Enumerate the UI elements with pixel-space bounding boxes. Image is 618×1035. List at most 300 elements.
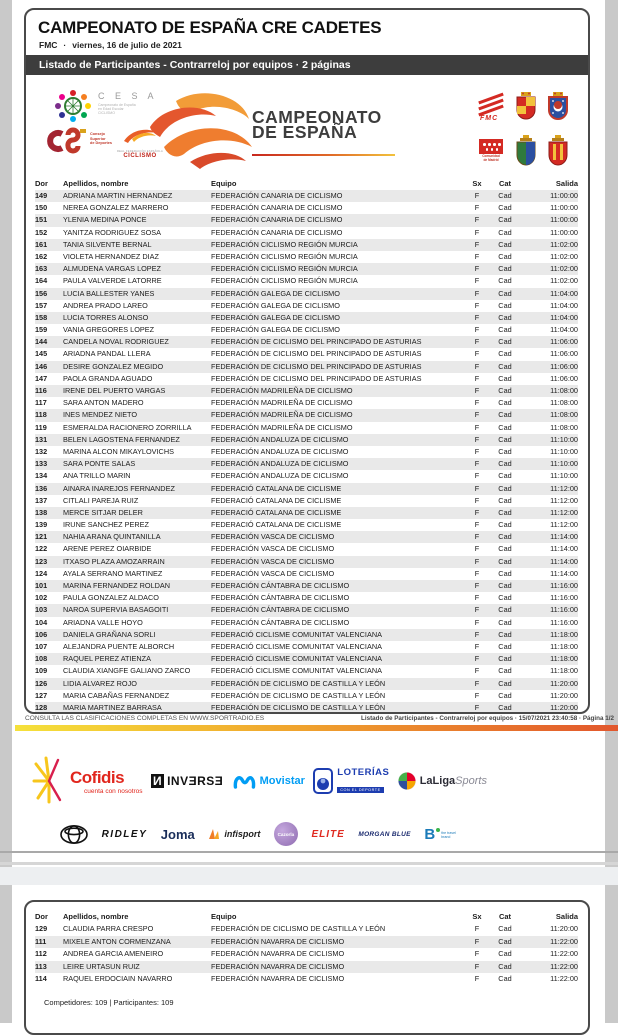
table-row bbox=[35, 300, 578, 312]
col-team: Equipo bbox=[211, 912, 237, 921]
cell-sx: F bbox=[474, 215, 480, 225]
cell-sx: F bbox=[474, 924, 480, 933]
listing-banner: Listado de Participantes - Contrarreloj por equipos · 2 páginas bbox=[26, 55, 588, 75]
table-rows-page1 bbox=[35, 190, 578, 714]
infisport-name: infisport bbox=[224, 829, 261, 839]
cell-sx: F bbox=[474, 325, 480, 335]
loterias-drum-icon bbox=[313, 768, 333, 794]
cell-name: NAHIA ARANA QUINTANILLA bbox=[63, 532, 161, 542]
table-row bbox=[35, 678, 578, 690]
cell-dor: 136 bbox=[35, 483, 48, 493]
cell-cat: Cad bbox=[498, 227, 512, 237]
cell-name: LIDIA ALVAREZ ROJO bbox=[63, 678, 137, 688]
cell-team: FEDERACIÓN NAVARRA DE CICLISMO bbox=[211, 949, 345, 959]
cofidis-tagline: cuenta con nosotros bbox=[84, 787, 143, 795]
cell-sx: F bbox=[474, 949, 480, 959]
cell-salida: 11:10:00 bbox=[550, 446, 578, 456]
col-sx: Sx bbox=[472, 912, 482, 921]
cesa-sub3: CICLISMO bbox=[98, 111, 115, 116]
loterias-name: LOTERÍAS bbox=[337, 766, 390, 778]
cell-sx: F bbox=[474, 702, 480, 712]
participants-table-page2 bbox=[26, 910, 588, 1007]
cell-salida: 11:10:00 bbox=[550, 459, 578, 469]
cell-sx: F bbox=[474, 300, 480, 310]
cell-dor: 151 bbox=[35, 215, 48, 225]
cell-name: MIXELE ANTON CORMENZANA bbox=[63, 936, 171, 946]
cell-team: FEDERACIÓN DE CICLISMO DEL PRINCIPADO DE ASTURIAS bbox=[211, 337, 422, 347]
cell-name: PAULA VALVERDE LATORRE bbox=[63, 276, 162, 286]
cell-name: AINARA INAREJOS FERNANDEZ bbox=[63, 483, 175, 493]
col-sx: Sx bbox=[472, 179, 482, 188]
campeonato-line2: DE ESPAÑA bbox=[252, 121, 358, 142]
table-header bbox=[35, 910, 578, 923]
cell-name: ALEJANDRA PUENTE ALBORCH bbox=[63, 641, 175, 651]
cell-dor: 124 bbox=[35, 568, 48, 578]
cell-sx: F bbox=[474, 532, 480, 542]
cell-dor: 103 bbox=[35, 605, 48, 615]
cell-cat: Cad bbox=[498, 974, 512, 984]
cell-team: FEDERACIÓN CICLISMO REGIÓN MURCIA bbox=[211, 276, 358, 286]
madrid-text-line1: Comunidad bbox=[482, 154, 500, 159]
table-row bbox=[35, 923, 578, 936]
section-gap-band bbox=[0, 867, 618, 885]
cell-salida: 11:02:00 bbox=[550, 264, 578, 274]
cell-name: CANDELA NOVAL RODRIGUEZ bbox=[63, 337, 169, 347]
cell-team: FEDERACIÓN GALEGA DE CICLISMO bbox=[211, 300, 340, 310]
cofidis-wordmark bbox=[70, 768, 143, 795]
sponsor-morgan-blue: MORGAN BLUE bbox=[358, 830, 411, 838]
col-name: Apellidos, nombre bbox=[63, 179, 129, 188]
cell-sx: F bbox=[474, 556, 480, 566]
footer-left-note: CONSULTA LAS CLASIFICACIONES COMPLETAS EN WWW.SPORTRADIO.ES bbox=[25, 715, 265, 722]
cell-name: INES MENDEZ NIETO bbox=[63, 410, 138, 420]
cell-team: FEDERACIÓN NAVARRA DE CICLISMO bbox=[211, 974, 345, 984]
cell-dor: 106 bbox=[35, 629, 48, 639]
cell-sx: F bbox=[474, 312, 480, 322]
cell-team: FEDERACIÓN VASCA DE CICLISMO bbox=[211, 556, 335, 566]
cell-dor: 133 bbox=[35, 459, 48, 469]
cell-salida: 11:18:00 bbox=[550, 666, 578, 676]
table-row bbox=[35, 936, 578, 949]
cell-team: FEDERACIÓN DE CICLISMO DEL PRINCIPADO DE ASTURIAS bbox=[211, 373, 422, 383]
comunidad-madrid-logo bbox=[478, 139, 504, 162]
cell-salida: 11:02:00 bbox=[550, 251, 578, 261]
event-org-date bbox=[39, 40, 588, 50]
table-row bbox=[35, 580, 578, 592]
cell-name: ADRIANA MARTIN HERNANDEZ bbox=[63, 191, 173, 200]
btravel-b-mark: B bbox=[424, 825, 436, 843]
cell-cat: Cad bbox=[498, 459, 512, 469]
cell-team: FEDERACIÓN CANARIA DE CICLISMO bbox=[211, 203, 343, 213]
sponsor-joma: Joma bbox=[160, 826, 195, 842]
cell-name: DANIELA GRAÑANA SORLI bbox=[63, 629, 156, 639]
laliga-suffix: Sports bbox=[455, 775, 487, 787]
sponsor-movistar bbox=[232, 771, 305, 791]
cell-name: LUCIA BALLESTER YANES bbox=[63, 288, 155, 298]
cell-name: VIOLETA HERNANDEZ DIAZ bbox=[63, 251, 159, 261]
sponsor-ridley: RIDLEY bbox=[101, 828, 148, 840]
sponsor-cazorla: Cazorla bbox=[274, 822, 298, 846]
cell-team: FEDERACIÓN NAVARRA DE CICLISMO bbox=[211, 961, 345, 971]
sponsor-row-2 bbox=[60, 816, 456, 852]
cell-sx: F bbox=[474, 422, 480, 432]
rfec-top-text: REAL FEDERACIÓN ESPAÑOLA bbox=[116, 150, 164, 153]
cell-salida: 11:04:00 bbox=[550, 300, 578, 310]
table-row bbox=[35, 409, 578, 421]
section-divider-line-2 bbox=[0, 862, 618, 865]
cell-sx: F bbox=[474, 581, 480, 590]
cell-sx: F bbox=[474, 446, 480, 456]
cell-team: FEDERACIÓN ANDALUZA DE CICLISMO bbox=[211, 434, 349, 444]
table-row bbox=[35, 665, 578, 677]
table-row bbox=[35, 348, 578, 360]
cell-name: CLAUDIA XIANGFE GALIANO ZARCO bbox=[63, 666, 191, 676]
campeonato-underline bbox=[252, 154, 395, 156]
crest-green-blue-icon bbox=[515, 135, 537, 167]
campeonato-line1: CAMPEONATO bbox=[252, 107, 382, 127]
cell-name: CITLALI PAREJA RUIZ bbox=[63, 495, 139, 505]
btravel-tagline-1: the travel bbox=[441, 830, 456, 835]
sponsor-row-1 bbox=[32, 748, 487, 814]
cell-sx: F bbox=[474, 276, 480, 286]
cell-cat: Cad bbox=[498, 191, 512, 200]
results-page-1 bbox=[24, 8, 590, 714]
cell-cat: Cad bbox=[498, 949, 512, 959]
cell-salida: 11:12:00 bbox=[550, 520, 578, 530]
cell-salida: 11:16:00 bbox=[550, 617, 578, 627]
cell-salida: 11:14:00 bbox=[550, 556, 578, 566]
cell-cat: Cad bbox=[498, 961, 512, 971]
cell-cat: Cad bbox=[498, 264, 512, 274]
cell-cat: Cad bbox=[498, 386, 512, 395]
crest-striped-icon bbox=[547, 135, 569, 167]
cell-salida: 11:18:00 bbox=[550, 629, 578, 639]
cell-name: IRENE DEL PUERTO VARGAS bbox=[63, 386, 166, 395]
cell-sx: F bbox=[474, 434, 480, 444]
toyota-logo-icon bbox=[60, 825, 88, 844]
cell-dor: 104 bbox=[35, 617, 48, 627]
cell-sx: F bbox=[474, 629, 480, 639]
col-cat: Cat bbox=[498, 912, 512, 921]
cell-dor: 113 bbox=[35, 961, 47, 971]
laliga-crest-icon bbox=[398, 772, 416, 790]
cell-name: ARIADNA VALLE HOYO bbox=[63, 617, 143, 627]
cesa-name: C E S A bbox=[98, 91, 158, 101]
cell-name: ANA TRILLO MARIN bbox=[63, 471, 131, 481]
cell-dor: 137 bbox=[35, 495, 48, 505]
cell-team: FEDERACIÓN GALEGA DE CICLISMO bbox=[211, 312, 340, 322]
movistar-name: Movistar bbox=[259, 775, 305, 787]
cell-name: ARENE PEREZ OIARBIDE bbox=[63, 544, 152, 554]
cell-salida: 11:16:00 bbox=[550, 605, 578, 615]
cell-cat: Cad bbox=[498, 605, 512, 615]
table-row bbox=[35, 385, 578, 397]
cell-dor: 131 bbox=[35, 434, 48, 444]
cell-cat: Cad bbox=[498, 325, 512, 335]
cell-cat: Cad bbox=[498, 702, 512, 712]
inverse-mark-icon: И bbox=[152, 774, 163, 788]
cell-dor: 156 bbox=[35, 288, 48, 298]
table-row bbox=[35, 629, 578, 641]
table-row bbox=[35, 948, 578, 961]
cell-salida: 11:08:00 bbox=[550, 386, 578, 395]
col-salida: Salida bbox=[555, 912, 578, 921]
table-row bbox=[35, 641, 578, 653]
madrid-text-line2: de Madrid bbox=[483, 158, 499, 162]
cell-name: ANDREA GARCIA AMENEIRO bbox=[63, 949, 164, 959]
cell-salida: 11:00:00 bbox=[550, 227, 578, 237]
cell-cat: Cad bbox=[498, 593, 512, 603]
cell-team: FEDERACIÓN CÁNTABRA DE CICLISMO bbox=[211, 605, 350, 615]
cell-salida: 11:06:00 bbox=[550, 361, 578, 371]
cell-salida: 11:06:00 bbox=[550, 373, 578, 383]
cell-team: FEDERACIÓN MADRILEÑA DE CICLISMO bbox=[211, 398, 353, 408]
table-row bbox=[35, 495, 578, 507]
institution-logo-grid bbox=[474, 87, 586, 175]
cell-sx: F bbox=[474, 398, 480, 408]
cell-cat: Cad bbox=[498, 276, 512, 286]
cell-sx: F bbox=[474, 654, 480, 664]
table-row bbox=[35, 336, 578, 348]
cell-team: FEDERACIÓN ANDALUZA DE CICLISMO bbox=[211, 446, 349, 456]
separator: · bbox=[63, 40, 67, 50]
sponsor-infisport bbox=[208, 828, 260, 840]
cell-sx: F bbox=[474, 617, 480, 627]
cell-cat: Cad bbox=[498, 568, 512, 578]
cell-dor: 109 bbox=[35, 666, 48, 676]
csd-line3: de Deportes bbox=[90, 141, 112, 146]
cell-sx: F bbox=[474, 349, 480, 359]
cell-sx: F bbox=[474, 936, 480, 946]
table-row bbox=[35, 434, 578, 446]
cell-team: FEDERACIÓN GALEGA DE CICLISMO bbox=[211, 325, 340, 335]
cell-name: MARINA FERNANDEZ ROLDAN bbox=[63, 581, 171, 590]
csd-line1: Consejo bbox=[90, 132, 105, 136]
table-row bbox=[35, 288, 578, 300]
cell-dor: 122 bbox=[35, 544, 48, 554]
cell-team: FEDERACIÓN CÁNTABRA DE CICLISMO bbox=[211, 581, 350, 590]
cell-salida: 11:14:00 bbox=[550, 544, 578, 554]
laliga-name: LaLiga bbox=[419, 775, 456, 787]
cell-dor: 162 bbox=[35, 251, 48, 261]
table-row bbox=[35, 263, 578, 275]
cell-salida: 11:16:00 bbox=[550, 593, 578, 603]
cell-team: FEDERACIÓN CÁNTABRA DE CICLISMO bbox=[211, 593, 350, 603]
table-row bbox=[35, 397, 578, 409]
table-row bbox=[35, 214, 578, 226]
cell-name: PAULA GONZALEZ ALDACO bbox=[63, 593, 159, 603]
btravel-dot-icon bbox=[436, 828, 440, 832]
table-row bbox=[35, 422, 578, 434]
cell-dor: 101 bbox=[35, 581, 48, 590]
cell-name: ANDREA PRADO LAREO bbox=[63, 300, 148, 310]
cell-sx: F bbox=[474, 961, 480, 971]
cell-cat: Cad bbox=[498, 520, 512, 530]
cell-sx: F bbox=[474, 605, 480, 615]
cell-salida: 11:20:00 bbox=[550, 690, 578, 700]
table-row bbox=[35, 531, 578, 543]
cell-name: YANITZA RODRIGUEZ SOSA bbox=[63, 227, 161, 237]
cell-sx: F bbox=[474, 641, 480, 651]
table-row bbox=[35, 702, 578, 714]
cell-sx: F bbox=[474, 568, 480, 578]
cell-cat: Cad bbox=[498, 471, 512, 481]
cell-name: BELEN LAGOSTENA FERNANDEZ bbox=[63, 434, 180, 444]
cell-cat: Cad bbox=[498, 446, 512, 456]
event-date: viernes, 16 de julio de 2021 bbox=[72, 40, 182, 50]
cell-sx: F bbox=[474, 666, 480, 676]
table-row bbox=[35, 458, 578, 470]
cell-team: FEDERACIÓN DE CICLISMO DE CASTILLA Y LEÓN bbox=[211, 690, 386, 700]
cell-dor: 157 bbox=[35, 300, 48, 310]
cell-salida: 11:10:00 bbox=[550, 434, 578, 444]
cell-team: FEDERACIÓ CICLISME COMUNITAT VALENCIANA bbox=[211, 666, 382, 676]
cell-sx: F bbox=[474, 544, 480, 554]
table-row bbox=[35, 568, 578, 580]
cell-dor: 163 bbox=[35, 264, 48, 274]
fmc-logo-icon bbox=[476, 92, 506, 122]
cell-name: ITXASO PLAZA AMOZARRAIN bbox=[63, 556, 165, 566]
table-header bbox=[35, 177, 578, 190]
cell-dor: 139 bbox=[35, 520, 48, 530]
cell-team: FEDERACIÓN MADRILEÑA DE CICLISMO bbox=[211, 422, 353, 432]
cell-cat: Cad bbox=[498, 239, 512, 249]
inverse-name: INVƎRSƎ bbox=[167, 774, 224, 788]
cell-salida: 11:12:00 bbox=[550, 483, 578, 493]
cell-sx: F bbox=[474, 974, 480, 984]
cell-dor: 102 bbox=[35, 593, 48, 603]
cofidis-sunburst-icon bbox=[32, 754, 66, 808]
table-row bbox=[35, 507, 578, 519]
cell-sx: F bbox=[474, 264, 480, 274]
cell-cat: Cad bbox=[498, 203, 512, 213]
cell-team: FEDERACIÓN CANARIA DE CICLISMO bbox=[211, 215, 343, 225]
cell-dor: 134 bbox=[35, 471, 48, 481]
cell-cat: Cad bbox=[498, 507, 512, 517]
cell-name: CLAUDIA PARRA CRESPO bbox=[63, 924, 154, 933]
cell-sx: F bbox=[474, 410, 480, 420]
cell-team: FEDERACIÓN MADRILEÑA DE CICLISMO bbox=[211, 410, 353, 420]
cesa-sub2: en Edad Escolar bbox=[98, 107, 124, 112]
cell-salida: 11:04:00 bbox=[550, 325, 578, 335]
cell-cat: Cad bbox=[498, 641, 512, 651]
cell-salida: 11:06:00 bbox=[550, 337, 578, 347]
cell-dor: 164 bbox=[35, 276, 48, 286]
cell-salida: 11:00:00 bbox=[550, 191, 578, 200]
cell-salida: 11:08:00 bbox=[550, 398, 578, 408]
cell-name: PAOLA GRANDA AGUADO bbox=[63, 373, 153, 383]
csd-logo-icon bbox=[44, 127, 88, 155]
cell-name: NAROA SUPERVIA BASAGOITI bbox=[63, 605, 169, 615]
cell-cat: Cad bbox=[498, 629, 512, 639]
cell-name: LEIRE URTASUN RUIZ bbox=[63, 961, 140, 971]
cell-cat: Cad bbox=[498, 617, 512, 627]
cell-team: FEDERACIÓN VASCA DE CICLISMO bbox=[211, 544, 335, 554]
cell-team: FEDERACIÓN DE CICLISMO DEL PRINCIPADO DE ASTURIAS bbox=[211, 349, 422, 359]
cell-dor: 107 bbox=[35, 641, 48, 651]
cell-sx: F bbox=[474, 520, 480, 530]
cell-team: FEDERACIÓN VASCA DE CICLISMO bbox=[211, 568, 335, 578]
cell-cat: Cad bbox=[498, 300, 512, 310]
cell-name: ARIADNA PANDAL LLERA bbox=[63, 349, 151, 359]
cell-dor: 116 bbox=[35, 386, 47, 395]
col-dor: Dor bbox=[35, 912, 48, 921]
cell-name: MARIA MARTINEZ BARRASA bbox=[63, 702, 162, 712]
table-row bbox=[35, 324, 578, 336]
cell-sx: F bbox=[474, 386, 480, 395]
cell-salida: 11:22:00 bbox=[550, 974, 578, 984]
cell-name: DESIRE GONZALEZ MEGIDO bbox=[63, 361, 164, 371]
loterias-wordmark bbox=[337, 767, 389, 796]
sponsor-laliga bbox=[398, 772, 487, 790]
cell-name: SARA PONTE SALAS bbox=[63, 459, 136, 469]
cell-dor: 161 bbox=[35, 239, 48, 249]
cell-sx: F bbox=[474, 361, 480, 371]
footer-right-note: Listado de Participantes - Contrarreloj por equipos · 15/07/2021 23:40:58 · Página 1/2 bbox=[360, 715, 614, 722]
cell-dor: 138 bbox=[35, 507, 48, 517]
cell-salida: 11:20:00 bbox=[550, 678, 578, 688]
campeonato-swoosh-icon bbox=[144, 89, 256, 173]
cell-team: FEDERACIÓ CATALANA DE CICLISME bbox=[211, 520, 342, 530]
cell-sx: F bbox=[474, 593, 480, 603]
sponsor-b-travel bbox=[424, 827, 456, 842]
btravel-tagline-2: brand bbox=[441, 834, 451, 839]
cell-cat: Cad bbox=[498, 410, 512, 420]
col-team: Equipo bbox=[211, 179, 237, 188]
cell-cat: Cad bbox=[498, 544, 512, 554]
cell-team: FEDERACIÓN DE CICLISMO DEL PRINCIPADO DE ASTURIAS bbox=[211, 361, 422, 371]
cell-team: FEDERACIÓN CICLISMO REGIÓN MURCIA bbox=[211, 251, 358, 261]
cell-dor: 149 bbox=[35, 191, 48, 200]
cell-cat: Cad bbox=[498, 312, 512, 322]
cell-team: FEDERACIÓN DE CICLISMO DE CASTILLA Y LEÓN bbox=[211, 678, 386, 688]
cell-cat: Cad bbox=[498, 556, 512, 566]
table-row bbox=[35, 239, 578, 251]
cell-cat: Cad bbox=[498, 288, 512, 298]
cell-cat: Cad bbox=[498, 361, 512, 371]
results-page-2 bbox=[24, 900, 590, 1035]
cell-salida: 11:22:00 bbox=[550, 949, 578, 959]
cell-dor: 132 bbox=[35, 446, 48, 456]
infisport-swoosh-icon bbox=[208, 828, 220, 840]
cell-cat: Cad bbox=[498, 373, 512, 383]
crest-quartered-icon bbox=[515, 92, 537, 122]
table-row bbox=[35, 604, 578, 616]
cell-cat: Cad bbox=[498, 924, 512, 933]
cell-sx: F bbox=[474, 191, 480, 200]
cell-dor: 147 bbox=[35, 373, 48, 383]
cell-salida: 11:18:00 bbox=[550, 641, 578, 651]
table-row bbox=[35, 470, 578, 482]
cell-name: ESMERALDA RACIONERO ZORRILLA bbox=[63, 422, 192, 432]
cell-salida: 11:14:00 bbox=[550, 532, 578, 542]
footer-gradient-bar bbox=[15, 725, 618, 731]
cofidis-name: Cofidis bbox=[70, 767, 125, 787]
crest-crescent-icon bbox=[547, 92, 569, 122]
cell-name: RAQUEL ERDOCIAIN NAVARRO bbox=[63, 974, 173, 984]
table-row bbox=[35, 690, 578, 702]
cell-dor: 118 bbox=[35, 410, 47, 420]
cell-salida: 11:00:00 bbox=[550, 215, 578, 225]
section-divider-line bbox=[0, 851, 618, 853]
cell-salida: 11:22:00 bbox=[550, 936, 578, 946]
laliga-wordmark bbox=[420, 775, 487, 787]
madrid-flag-icon bbox=[479, 139, 503, 154]
cell-team: FEDERACIÓN CÁNTABRA DE CICLISMO bbox=[211, 617, 350, 627]
cell-cat: Cad bbox=[498, 678, 512, 688]
cell-cat: Cad bbox=[498, 251, 512, 261]
cell-salida: 11:02:00 bbox=[550, 276, 578, 286]
